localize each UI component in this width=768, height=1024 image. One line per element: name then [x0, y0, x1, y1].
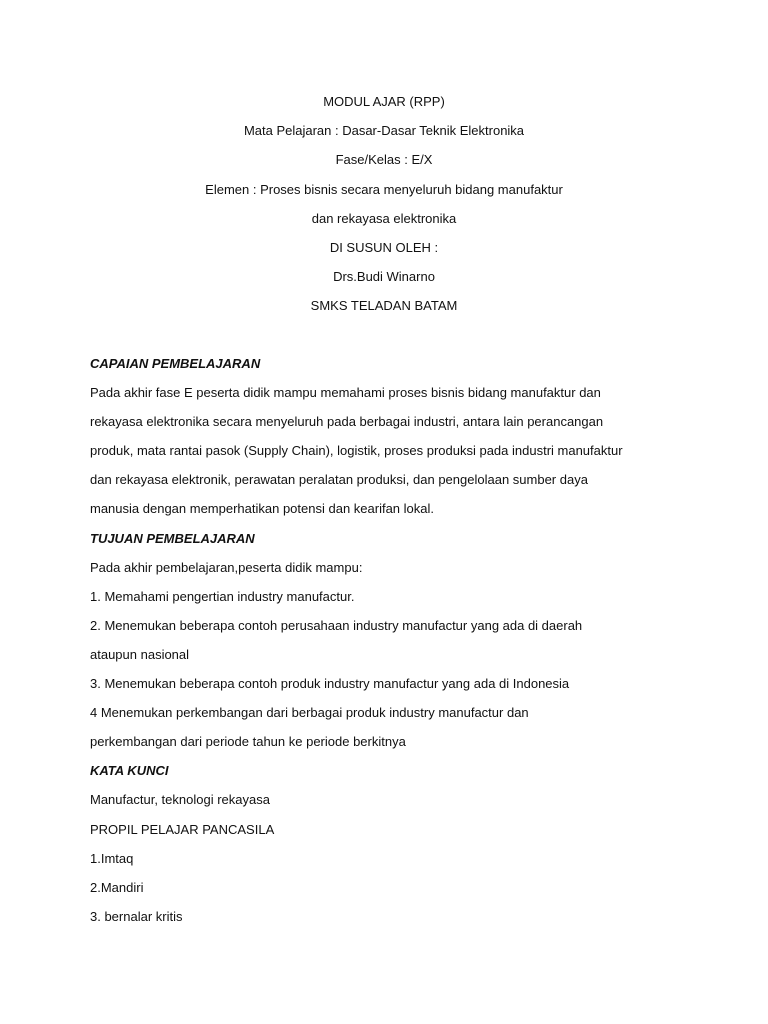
paragraph-line: Pada akhir fase E peserta didik mampu memahami proses bisnis bidang manufaktur dan — [90, 385, 601, 401]
document-title: MODUL AJAR (RPP) — [323, 94, 445, 109]
profil-heading: PROPIL PELAJAR PANCASILA — [90, 821, 275, 837]
list-item: 3. bernalar kritis — [90, 908, 183, 924]
list-item-continued: perkembangan dari periode tahun ke periode berkitnya — [90, 734, 406, 750]
tujuan-intro: Pada akhir pembelajaran,peserta didik mampu: — [90, 559, 363, 575]
author-name: Drs.Budi Winarno — [333, 269, 435, 285]
list-item: 1.Imtaq — [90, 850, 134, 866]
document-body — [90, 354, 650, 936]
element-line-continued: dan rekayasa elektronika — [311, 210, 457, 226]
tujuan-heading: TUJUAN PEMBELAJARAN — [90, 530, 255, 546]
authored-by-label: DI SUSUN OLEH : — [329, 239, 439, 255]
element-line: Elemen : Proses bisnis secara menyeluruh bidang manufaktur — [205, 181, 563, 197]
paragraph-line: manusia dengan memperhatikan potensi dan kearifan lokal. — [90, 501, 434, 517]
kata-kunci-heading: KATA KUNCI — [90, 763, 169, 779]
list-item: 3. Menemukan beberapa contoh produk industry manufactur yang ada di Indonesia — [90, 676, 570, 692]
paragraph-line: rekayasa elektronika secara menyeluruh pada berbagai industri, antara lain perancangan — [90, 414, 604, 430]
list-item: 2. Menemukan beberapa contoh perusahaan industry manufactur yang ada di daerah — [90, 617, 583, 633]
document-header — [0, 92, 768, 326]
paragraph-line: dan rekayasa elektronik, perawatan peralatan produksi, dan pengelolaan sumber daya — [90, 472, 588, 488]
list-item: 4 Menemukan perkembangan dari berbagai produk industry manufactur dan — [90, 705, 529, 721]
list-item: 2.Mandiri — [90, 879, 144, 895]
paragraph-line: produk, mata rantai pasok (Supply Chain), logistik, proses produksi pada industri manufaktur — [90, 443, 623, 459]
list-item: 1. Memahami pengertian industry manufactur. — [90, 588, 355, 604]
keywords-line: Manufactur, teknologi rekayasa — [90, 792, 270, 808]
subject-line: Mata Pelajaran : Dasar-Dasar Teknik Elektronika — [243, 123, 525, 139]
capaian-heading: CAPAIAN PEMBELAJARAN — [90, 356, 261, 371]
school-name: SMKS TELADAN BATAM — [310, 298, 458, 314]
list-item-continued: ataupun nasional — [90, 646, 190, 662]
phase-class-line: Fase/Kelas : E/X — [335, 152, 433, 168]
